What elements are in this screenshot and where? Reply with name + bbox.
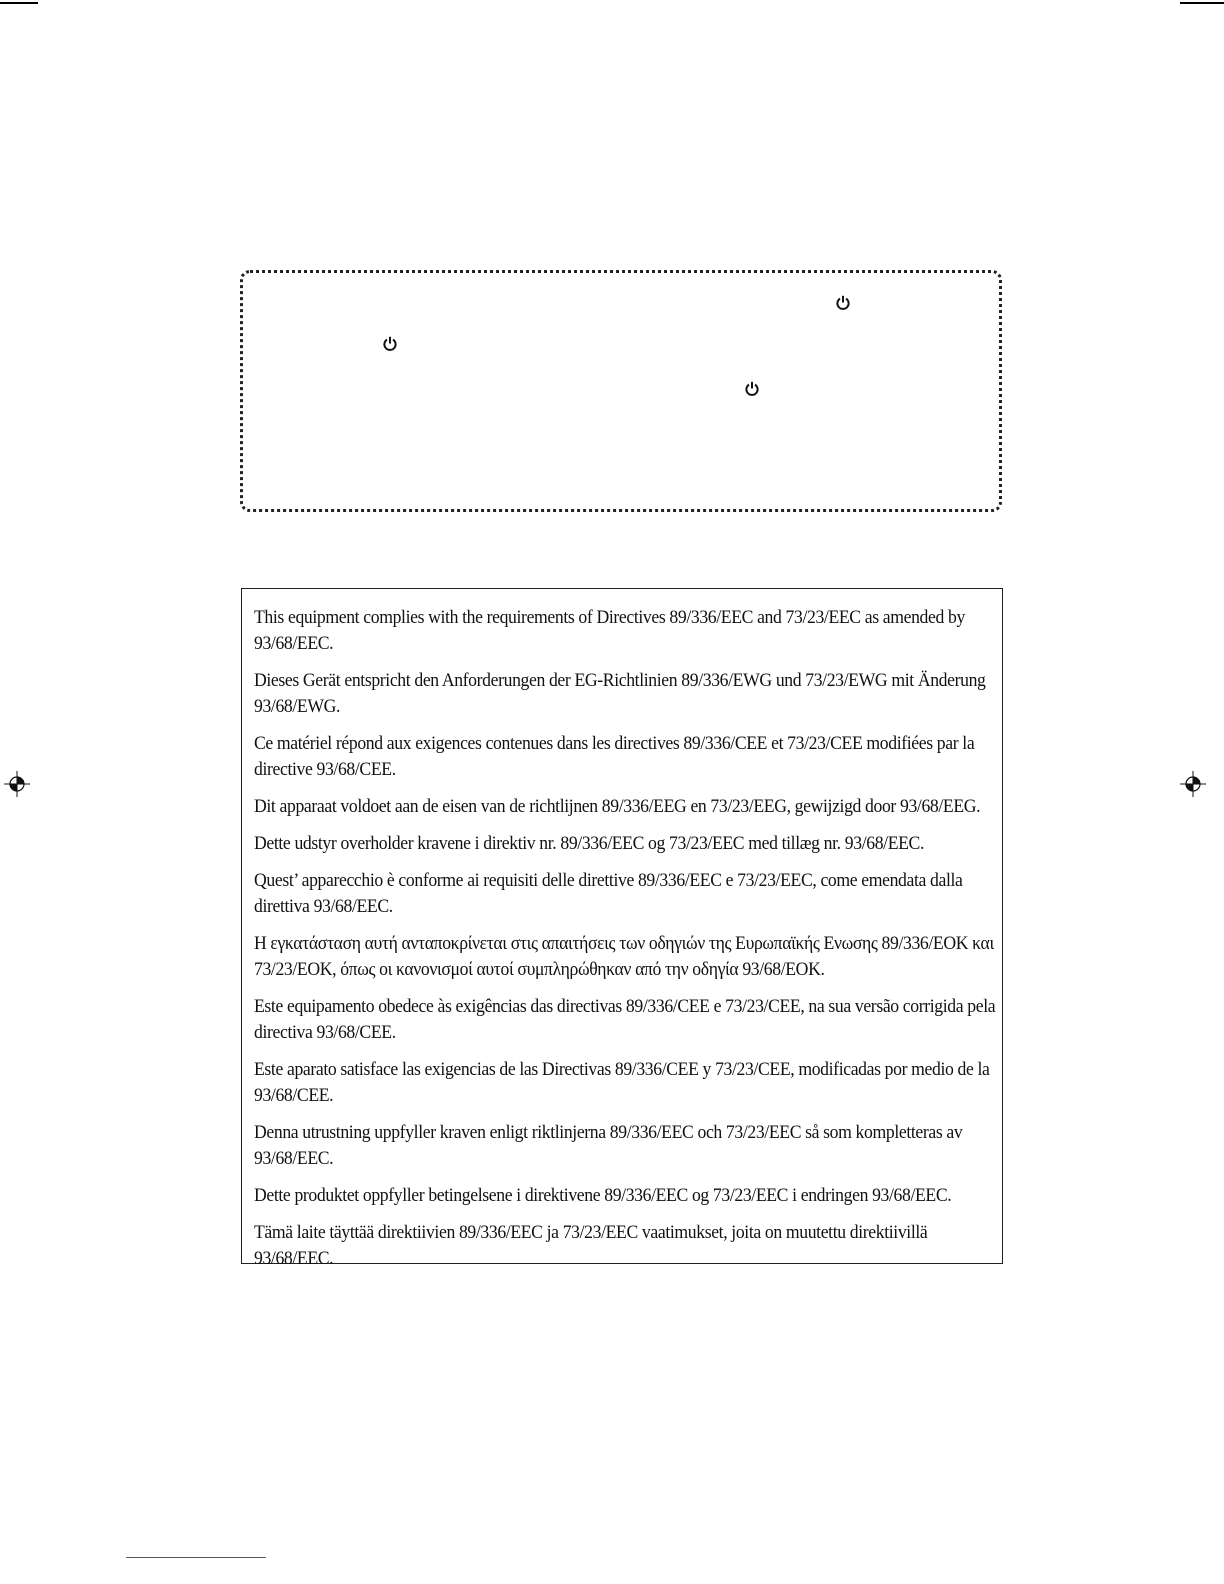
compliance-statement-es: Este aparato satisface las exigencias de las Directivas 89/336/CEE y 73/23/CEE, modificadas por medio de la 93/68/CEE. (254, 1059, 990, 1106)
compliance-statement-nl: Dit apparaat voldoet aan de eisen van de richtlijnen 89/336/EEG en 73/23/EEG, gewijzigd door 93/68/EEG. (254, 796, 981, 817)
compliance-statement-da: Dette udstyr overholder kravene i direktiv nr. 89/336/EEC og 73/23/EEC med tillæg nr. 93/68/EEC. (254, 833, 925, 854)
power-standby-icon (744, 381, 760, 397)
power-standby-icon (835, 295, 851, 311)
footer-rule (126, 1557, 266, 1558)
compliance-statement-fi: Tämä laite täyttää direktiivien 89/336/EEC ja 73/23/EEC vaatimukset, joita on muutettu direktiivillä 93/68/EEC. (254, 1222, 928, 1269)
compliance-statement-sv: Denna utrustning uppfyller kraven enligt riktlinjerna 89/336/EEC och 73/23/EEC så som kompletteras av 93/68/EEC. (254, 1122, 963, 1169)
compliance-statement-en: This equipment complies with the requirements of Directives 89/336/EEC and 73/23/EEC as amended by 93/68/EEC. (254, 607, 965, 654)
compliance-statement-no: Dette produktet oppfyller betingelsene i direktivene 89/336/EEC og 73/23/EEC i endringen 93/68/EEC. (254, 1185, 952, 1206)
ec-compliance-box (241, 588, 1003, 1269)
power-standby-icon (382, 336, 398, 352)
crop-mark-top-left (0, 2, 38, 4)
compliance-statement-it: Quest’ apparecchio è conforme ai requisiti delle direttive 89/336/EEC e 73/23/EEC, come emendata dalla direttiva 93/68/EEC. (254, 870, 963, 917)
registration-mark-icon (1180, 771, 1206, 797)
crop-mark-top-right (1180, 2, 1224, 4)
compliance-statement-fr: Ce matériel répond aux exigences contenues dans les directives 89/336/CEE et 73/23/CEE modifiées par la directive 93/68/CEE. (254, 733, 975, 780)
compliance-statement-de: Dieses Gerät entspricht den Anforderungen der EG-Richtlinien 89/336/EWG und 73/23/EWG mit Änderung 93/68/EWG. (254, 670, 986, 717)
compliance-statement-el: Η εγκατάσταση αυτή ανταποκρίνεται στις απαιτήσεις των οδηγιών της Ευρωπαϊκής Ενωσης 89/336/ΕΟΚ και 73/23/ΕΟΚ, όπως οι κανονισμοί αυτοί συμπληρώθηκαν από την οδηγία 93/68/ΕΟΚ. (254, 933, 994, 980)
compliance-statement-pt: Este equipamento obedece às exigências das directivas 89/336/CEE e 73/23/CEE, na sua versão corrigida pela directiva 93/68/CEE. (254, 996, 996, 1043)
standby-notice-box (240, 270, 1002, 512)
registration-mark-icon (4, 771, 30, 797)
